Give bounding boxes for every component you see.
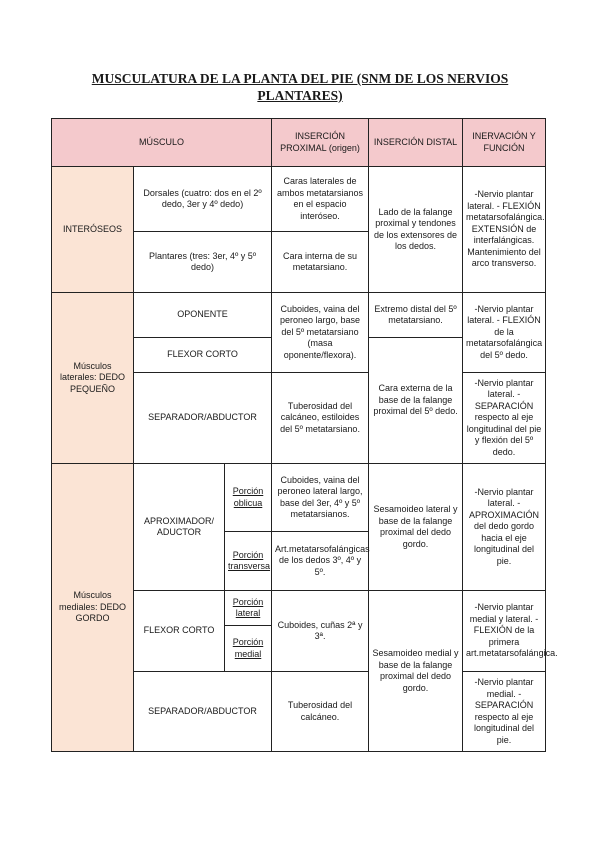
lateral-separador-inervacion: -Nervio plantar lateral. - SEPARACIÓN respecto al eje longitudinal del pie y flexión del 5º dedo. <box>463 373 546 464</box>
medial-flexor-proximal: Cuboides, cuñas 2ª y 3ª. <box>272 591 369 672</box>
header-insercion-proximal: INSERCIÓN PROXIMAL (origen) <box>272 119 369 167</box>
porcion-transversa: Porción transversa <box>225 532 272 591</box>
interoseos-inervacion: -Nervio plantar lateral. - FLEXIÓN metatarsofalángica. EXTENSIÓN de interfalángicas. Mantenimiento del arco transverso. <box>463 167 546 293</box>
oponente-flexor-inervacion: -Nervio plantar lateral. - FLEXIÓN de la metatarsofalángica del 5º dedo. <box>463 293 546 373</box>
header-insercion-distal: INSERCIÓN DISTAL <box>369 119 463 167</box>
header-inervacion: INERVACIÓN Y FUNCIÓN <box>463 119 546 167</box>
muscle-table <box>51 118 558 752</box>
medial-separador-inervacion: -Nervio plantar medial. - SEPARACIÓN respecto al eje longitudinal del pie. <box>463 672 546 752</box>
porcion-medial: Porción medial <box>225 626 272 672</box>
interoseos-dorsales: Dorsales (cuatro: dos en el 2º dedo, 3er y 4º dedo) <box>134 167 272 232</box>
medial-aproximador: APROXIMADOR/ ADUCTOR <box>134 464 225 591</box>
medial-flexor-separador-distal: Sesamoideo medial y base de la falange proximal del dedo gordo. <box>369 591 463 752</box>
oponente-flexor-proximal: Cuboides, vaina del peroneo largo, base del 5º metatarsiano (masa oponente/flexora). <box>272 293 369 373</box>
interoseos-plantares: Plantares (tres: 3er, 4º y 5º dedo) <box>134 232 272 293</box>
header-musculo: MÚSCULO <box>52 119 272 167</box>
dorsales-proximal: Caras laterales de ambos metatarsianos en el espacio interóseo. <box>272 167 369 232</box>
aproximador-distal: Sesamoideo lateral y base de la falange proximal del dedo gordo. <box>369 464 463 591</box>
medial-separador-proximal: Tuberosidad del calcáneo. <box>272 672 369 752</box>
group-interoseos: INTERÓSEOS <box>52 167 134 293</box>
medial-flexor-corto: FLEXOR CORTO <box>134 591 225 672</box>
medial-flexor-inervacion: -Nervio plantar medial y lateral. - FLEXIÓN de la primera art.metatarsofalángica. <box>463 591 546 672</box>
lateral-flexor-corto: FLEXOR CORTO <box>134 338 272 373</box>
lateral-oponente: OPONENTE <box>134 293 272 338</box>
medial-separador: SEPARADOR/ABDUCTOR <box>134 672 272 752</box>
plantares-proximal: Cara interna de su metatarsiano. <box>272 232 369 293</box>
interoseos-distal: Lado de la falange proximal y tendones de los extensores de los dedos. <box>369 167 463 293</box>
oblicua-proximal: Cuboides, vaina del peroneo lateral largo, base del 3er, 4º y 5º metatarsianos. <box>272 464 369 532</box>
lateral-separador: SEPARADOR/ABDUCTOR <box>134 373 272 464</box>
porcion-lateral: Porción lateral <box>225 591 272 626</box>
lateral-separador-proximal: Tuberosidad del calcáneo, estiloides del 5º metatarsiano. <box>272 373 369 464</box>
oponente-distal: Extremo distal del 5º metatarsiano. <box>369 293 463 338</box>
transversa-proximal: Art.metatarsofalángicas de los dedos 3º, 4º y 5º. <box>272 532 369 591</box>
lateral-flexor-separador-distal: Cara externa de la base de la falange proximal del 5º dedo. <box>369 338 463 464</box>
document-title: MUSCULATURA DE LA PLANTA DEL PIE (SNM DE LOS NERVIOS PLANTARES) <box>91 71 509 103</box>
group-mediales: Músculos mediales: DEDO GORDO <box>52 464 134 752</box>
group-laterales: Músculos laterales: DEDO PEQUEÑO <box>52 293 134 464</box>
aproximador-inervacion: -Nervio plantar lateral. -APROXIMACIÓN del dedo gordo hacia el eje longitudinal del pie. <box>463 464 546 591</box>
porcion-oblicua: Porción oblicua <box>225 464 272 532</box>
